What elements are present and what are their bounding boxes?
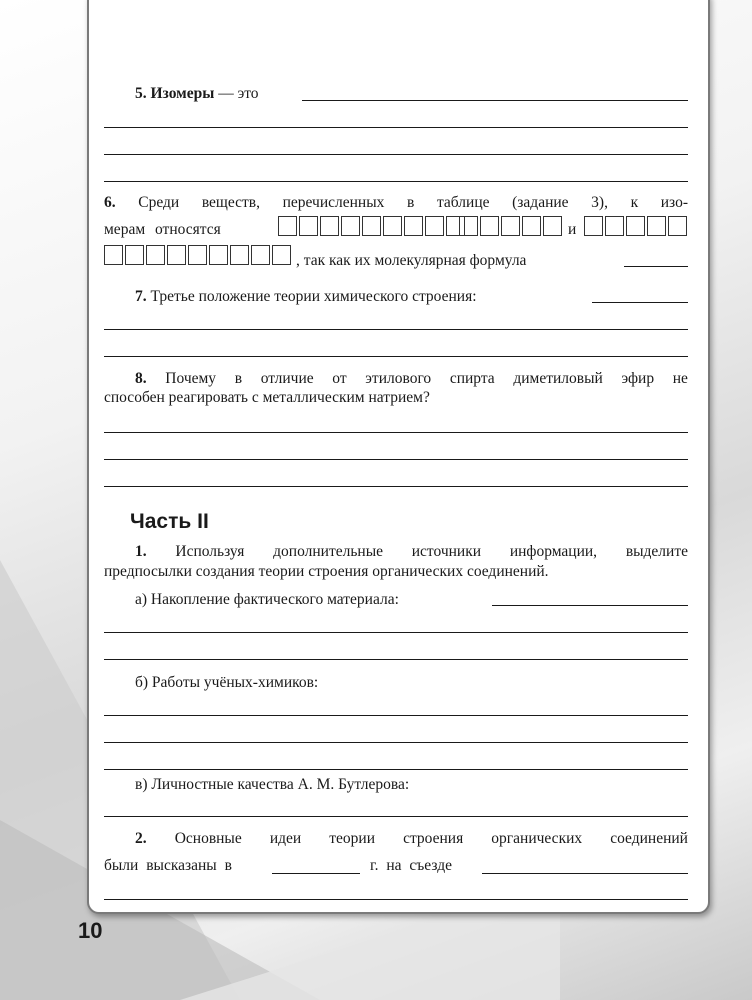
letter-box[interactable] (425, 216, 444, 236)
q7-body: Третье положение теории химического строения: (150, 288, 477, 305)
answer-line[interactable] (104, 181, 688, 182)
letter-box[interactable] (584, 216, 603, 236)
letter-boxes-3[interactable] (584, 216, 689, 236)
q8-line1 (135, 369, 688, 389)
answer-line[interactable] (104, 715, 688, 716)
word: изо- (660, 194, 688, 211)
answer-line[interactable] (624, 266, 688, 267)
word: эфир (621, 370, 655, 387)
letter-box[interactable] (626, 216, 645, 236)
letter-box[interactable] (522, 216, 541, 236)
letter-box[interactable] (362, 216, 381, 236)
q7-number: 7. (135, 288, 147, 305)
word: спирта (449, 370, 495, 387)
letter-box[interactable] (480, 216, 499, 236)
word: дополнительные (273, 543, 383, 560)
word: Почему (165, 370, 217, 387)
word: Основные (174, 830, 242, 847)
word: Используя (175, 543, 245, 560)
question-number: 8. (135, 370, 147, 387)
p2-q1-b: б) Работы учёных-химиков: (135, 674, 319, 691)
letter-box[interactable] (543, 216, 562, 236)
letter-box[interactable] (104, 245, 123, 265)
question-number: 1. (135, 543, 147, 560)
q5-term: Изомеры (150, 85, 215, 102)
answer-line[interactable] (104, 816, 688, 817)
letter-box[interactable] (230, 245, 249, 265)
word: строения (403, 830, 464, 847)
q7-text (135, 287, 477, 307)
word: веществ, (201, 194, 260, 211)
p2-q1-line2: предпосылки создания теории строения органических соединений. (104, 563, 549, 580)
q5-text (135, 84, 259, 104)
letter-box[interactable] (404, 216, 423, 236)
letter-box[interactable] (320, 216, 339, 236)
word: не (672, 370, 688, 387)
answer-line[interactable] (104, 659, 688, 660)
answer-line[interactable] (104, 769, 688, 770)
p2-q2-line1 (135, 829, 688, 849)
letter-box[interactable] (251, 245, 270, 265)
answer-line[interactable] (104, 356, 688, 357)
p2-q2-line2a: были высказаны в (104, 857, 232, 874)
word: к (630, 194, 639, 211)
letter-box[interactable] (299, 216, 318, 236)
letter-box[interactable] (146, 245, 165, 265)
answer-line[interactable] (592, 302, 688, 303)
letter-box[interactable] (459, 216, 478, 236)
word: органических (491, 830, 583, 847)
q5-number: 5. (135, 85, 147, 102)
q6-line2-start: мерам относятся (104, 221, 221, 238)
word: соединений (610, 830, 688, 847)
answer-line[interactable] (104, 486, 688, 487)
answer-line[interactable] (104, 127, 688, 128)
answer-line[interactable] (104, 459, 688, 460)
word: диметиловый (513, 370, 603, 387)
p2-q2-line2b: г. на съезде (370, 857, 452, 874)
p2-q1-a: а) Накопление фактического материала: (135, 591, 399, 608)
question-number: 2. (135, 830, 147, 847)
word: отличие (260, 370, 314, 387)
answer-line[interactable] (104, 742, 688, 743)
letter-box[interactable] (668, 216, 687, 236)
q5-rest: — это (218, 85, 259, 102)
q8-line2: способен реагировать с металлическим натрием? (104, 389, 430, 406)
answer-line[interactable] (104, 432, 688, 433)
word: информации, (509, 543, 598, 560)
word: от (332, 370, 347, 387)
answer-line[interactable] (482, 873, 688, 874)
letter-box[interactable] (272, 245, 291, 265)
answer-line[interactable] (492, 605, 688, 606)
letter-boxes-2[interactable] (459, 216, 564, 236)
word: перечисленных (282, 194, 385, 211)
answer-line[interactable] (272, 873, 360, 874)
q6-line3-end: , так как их молекулярная формула (296, 252, 527, 269)
word: таблице (436, 194, 490, 211)
word: идеи (269, 830, 302, 847)
q6-and: и (568, 221, 577, 238)
letter-box[interactable] (125, 245, 144, 265)
letter-box[interactable] (383, 216, 402, 236)
letter-box[interactable] (278, 216, 297, 236)
p2-q1-line1 (135, 542, 688, 562)
letter-box[interactable] (605, 216, 624, 236)
answer-line[interactable] (104, 329, 688, 330)
letter-box[interactable] (647, 216, 666, 236)
word: источники (411, 543, 482, 560)
letter-boxes-4[interactable] (104, 245, 293, 265)
letter-box[interactable] (167, 245, 186, 265)
letter-box[interactable] (209, 245, 228, 265)
word: этилового (365, 370, 432, 387)
word: 3), (591, 194, 608, 211)
question-number: 6. (104, 194, 116, 211)
word: теории (329, 830, 375, 847)
p2-q1-c: в) Личностные качества А. М. Бутлерова: (135, 776, 410, 793)
word: в (407, 194, 415, 211)
answer-line[interactable] (104, 632, 688, 633)
word: Среди (138, 194, 180, 211)
letter-box[interactable] (341, 216, 360, 236)
word: выделите (625, 543, 688, 560)
answer-line[interactable] (104, 154, 688, 155)
page-number: 10 (78, 918, 103, 943)
section-heading: Часть II (130, 510, 209, 533)
q6-line1 (104, 193, 688, 213)
letter-box[interactable] (188, 245, 207, 265)
answer-line[interactable] (104, 899, 688, 900)
word: в (234, 370, 243, 387)
answer-line[interactable] (302, 100, 688, 101)
letter-boxes-1[interactable] (278, 216, 467, 236)
letter-box[interactable] (501, 216, 520, 236)
word: (задание (512, 194, 569, 211)
